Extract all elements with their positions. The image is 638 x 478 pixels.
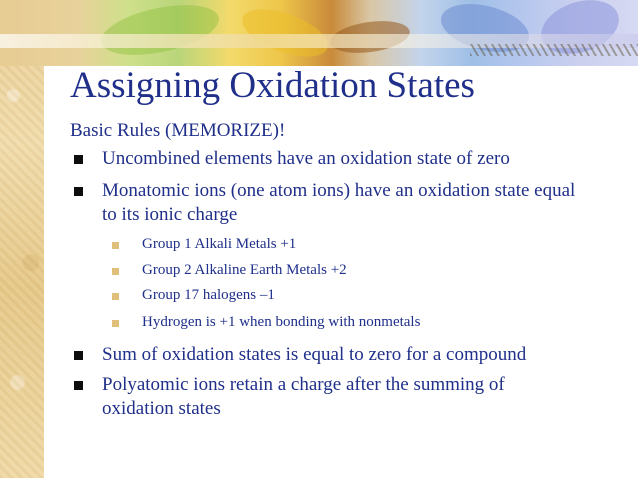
decorative-banner [0, 0, 638, 66]
square-bullet-icon [74, 381, 83, 390]
bullet-item: Sum of oxidation states is equal to zero for a compound [102, 344, 527, 365]
bullet-item: Monatomic ions (one atom ions) have an oxidation state equal to its ionic charge [102, 180, 576, 225]
square-bullet-icon [74, 351, 83, 360]
parchment-strip [0, 0, 44, 478]
square-bullet-icon [74, 155, 83, 164]
leaf-decoration [236, 0, 334, 66]
square-bullet-icon [74, 187, 83, 196]
sub-bullet-item: Group 17 halogens –1 [142, 287, 275, 303]
sub-bullet-item: Group 2 Alkaline Earth Metals +2 [142, 262, 347, 278]
bullet-item: Polyatomic ions retain a charge after the summing of oxidation states [102, 374, 505, 419]
slide-subtitle: Basic Rules (MEMORIZE)! [70, 120, 286, 141]
square-bullet-icon [112, 268, 119, 275]
square-bullet-icon [112, 242, 119, 249]
slide-title: Assigning Oxidation States [70, 65, 475, 106]
fern-decoration [470, 44, 638, 56]
sub-bullet-item: Hydrogen is +1 when bonding with nonmetals [142, 314, 421, 330]
square-bullet-icon [112, 320, 119, 327]
bullet-item: Uncombined elements have an oxidation state of zero [102, 148, 510, 169]
square-bullet-icon [112, 293, 119, 300]
sub-bullet-item: Group 1 Alkali Metals +1 [142, 236, 297, 252]
leaf-decoration [97, 0, 224, 64]
parchment-texture [0, 0, 44, 478]
